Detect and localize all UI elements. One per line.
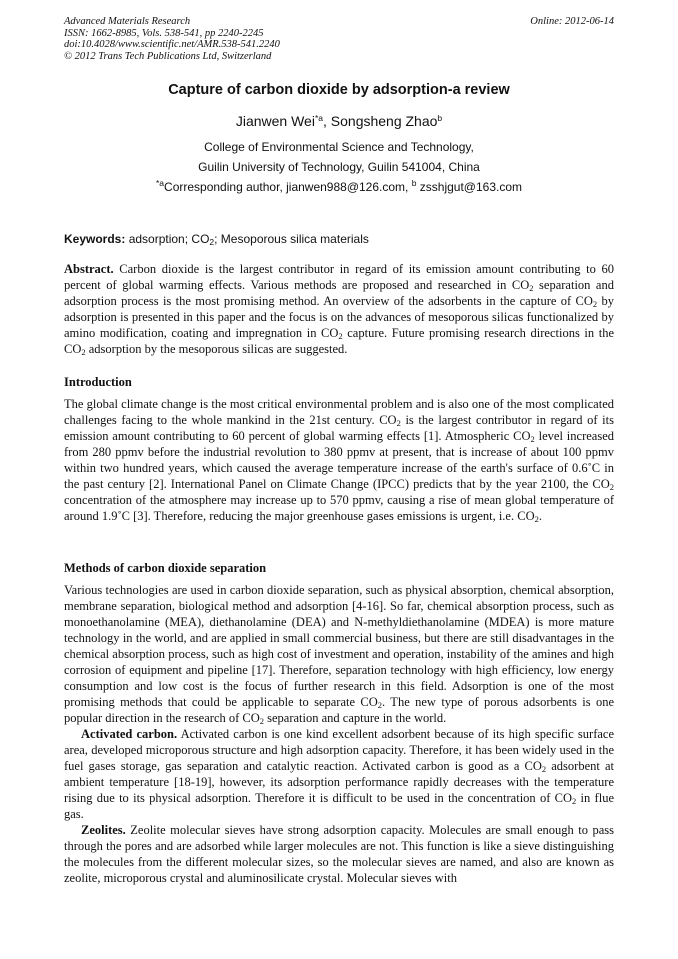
online-date: Online: 2012-06-14	[530, 16, 614, 27]
journal-copyright: © 2012 Trans Tech Publications Ltd, Switzerland	[64, 50, 272, 62]
journal-header	[64, 16, 614, 62]
keywords-label: Keywords:	[64, 232, 126, 246]
methods-paragraph: Various technologies are used in carbon dioxide separation, such as physical absorption, chemical absorption, membrane separation, biological method and adsorption [4-16]. So far, chemical absorption process, such as monoethanolamine (MEA), diethanolamine (DEA) and N-methyldiethanolamine (MDEA) is more mature technology in the world, and are applied in small commercial business, but there are still disadvantages in the chemical absorption process, such as high cost of investment and operation, instability of the amines and high corrosion of equipment and pipeline [17]. Therefore, separation technology with high efficiency, low energy consumption and low cost is the focus of further research in this field. Adsorption is one of the most promising methods that could be applicable to separate $CO_2$. The new type of porous adsorbents is one popular direction in the research of $CO_2$ separation and capture in the world.	[64, 583, 615, 726]
affiliation-line-2: Guilin University of Technology, Guilin 541004, China	[198, 160, 480, 174]
journal-issn: ISSN: 1662-8985, Vols. 538-541, pp 2240-2245	[64, 27, 264, 39]
section-heading-methods: Methods of carbon dioxide separation	[64, 561, 267, 575]
introduction-paragraph: The global climate change is the most critical environmental problem and is also one of the most complicated challenges facing to the whole mankind in the 21st century. $CO_2$ is the largest contributor in regard of its emission amount contributing to 60 percent of global warming effects [1]. Atmospheric $CO_2$ level increased from 280 ppmv before the industrial revolution to 380 ppmv at present, that is increase of about 100 ppmv within two hundred years, which caused the average temperature increase of the earth's surface of 0.6˚C in the past century [2]. International Panel on Climate Change (IPCC) predicts that by the year 2100, the $CO_2$ concentration of the atmosphere may increase up to 570 ppmv, causing a rise of mean global temperature of around 1.9˚C [3]. Therefore, reducing the major greenhouse gases emissions is urgent, i.e. $CO_2$.	[64, 397, 614, 524]
methods-section	[64, 582, 614, 886]
author-1: Jianwen Wei	[235, 113, 315, 129]
journal-doi: doi:10.4028/www.scientific.net/AMR.538-541.2240	[64, 39, 280, 50]
zeolites-paragraph: Zeolites. Zeolite molecular sieves have strong adsorption capacity. Molecules are small enough to pass through the pores and are adsorbed while larger molecules are not. This function is like a sieve distinguishing the molecules from the different molecular sizes, so the molecular sieves are named, and also are known as zeolite, microporous crystal and aluminosilicate crystal. Molecular sieves with	[64, 823, 614, 885]
section-heading-introduction: Introduction	[64, 375, 132, 389]
journal-name: Advanced Materials Research	[64, 16, 191, 27]
corresponding-author: $^{*a}$Corresponding author, jianwen988@126.com, $^b$ zsshjgut@163.com	[155, 178, 522, 194]
affiliation-line-1: College of Environmental Science and Technology,	[204, 140, 474, 154]
keywords: Keywords: adsorption; $CO_2$; Mesoporous silica materials	[64, 232, 369, 247]
author-2-affil: b	[437, 113, 443, 123]
abstract-label: Abstract.	[64, 262, 114, 276]
paper-title: Capture of carbon dioxide by adsorption-a review	[168, 82, 510, 98]
author-line	[0, 113, 678, 129]
author-2: , Songsheng Zhao	[323, 113, 438, 129]
abstract: Abstract. Carbon dioxide is the largest contributor in regard of its emission amount contributing to 60 percent of global warming effects. Various methods are proposed and researched in $CO_2$ separation and adsorption process is the most promising method. An overview of the adsorbents in the capture of $CO_2$ by adsorption is presented in this paper and the focus is on the advances of mesoporous silicas functionalized by amino modification, coating and impregnation in $CO_2$ capture. Future promising research directions in the $CO_2$ adsorption by the mesoporous silicas are suggested.	[64, 262, 614, 357]
activated-carbon-paragraph: Activated carbon. Activated carbon is one kind excellent adsorbent because of its high specific surface area, developed microporous structure and high adsorption capacity. Therefore, it has been widely used in the fuel gases storage, gas separation and catalytic reaction. Activated carbon is good as a $CO_2$ adsorbent at ambient temperature [18-19], however, its adsorption performance rapidly decreases with the temperature rising due to its physical adsorption. Therefore it is difficult to be used in the concentration of $CO_2$ in flue gas.	[64, 727, 615, 821]
author-1-affil: *a	[314, 113, 323, 123]
